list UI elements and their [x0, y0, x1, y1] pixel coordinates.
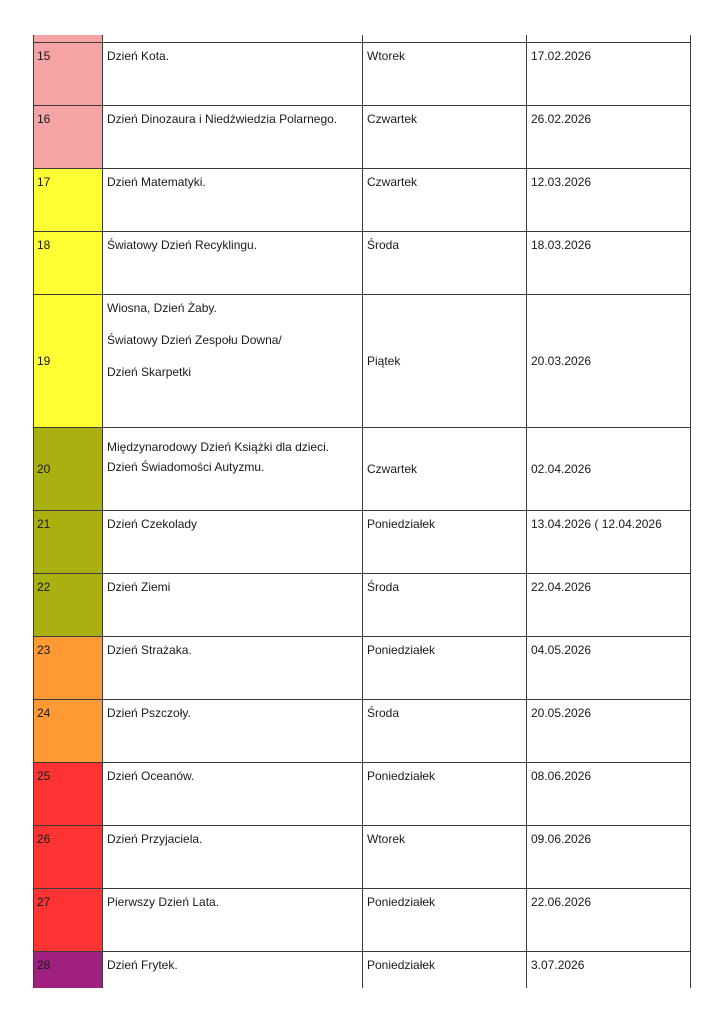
table-row-continuation	[34, 35, 691, 43]
table-row	[34, 889, 691, 952]
event-name-line: Dzień Dinozaura i Niedźwiedzia Polarnego.	[107, 112, 338, 126]
event-name-cell	[103, 637, 363, 700]
event-name-cell	[103, 428, 363, 511]
table-row	[34, 700, 691, 763]
event-name-line: Światowy Dzień Zespołu Downa/	[107, 333, 282, 347]
event-name-cell	[103, 232, 363, 295]
events-table-body	[34, 35, 691, 988]
date-cell: 02.04.2026	[527, 428, 691, 511]
date-cell: 26.02.2026	[527, 106, 691, 169]
weekday-cell: Środa	[363, 232, 527, 295]
event-name-cell	[103, 106, 363, 169]
row-number-cell: 19	[34, 295, 103, 428]
date-cell: 22.04.2026	[527, 574, 691, 637]
event-name-line: Dzień Oceanów.	[107, 769, 195, 783]
event-name-cell	[103, 511, 363, 574]
row-number-cell: 23	[34, 637, 103, 700]
table-row	[34, 232, 691, 295]
continuation-cell	[527, 35, 691, 43]
weekday-cell: Środa	[363, 700, 527, 763]
row-number-cell: 27	[34, 889, 103, 952]
row-number-cell: 18	[34, 232, 103, 295]
row-number-cell: 21	[34, 511, 103, 574]
row-number-cell: 20	[34, 428, 103, 511]
weekday-cell: Czwartek	[363, 428, 527, 511]
event-name-cell	[103, 574, 363, 637]
table-row	[34, 295, 691, 428]
event-name-line: Światowy Dzień Recyklingu.	[107, 238, 258, 252]
table-row	[34, 428, 691, 511]
event-name-line: Dzień Czekolady	[107, 517, 198, 531]
date-cell: 08.06.2026	[527, 763, 691, 826]
event-name-line: Dzień Pszczoły.	[107, 706, 191, 720]
row-number-cell: 16	[34, 106, 103, 169]
event-name-cell	[103, 763, 363, 826]
weekday-cell: Piątek	[363, 295, 527, 428]
continuation-color-cell	[34, 35, 103, 43]
event-name-cell	[103, 952, 363, 988]
weekday-cell: Czwartek	[363, 169, 527, 232]
event-name-line: Dzień Frytek.	[107, 958, 178, 972]
event-name-line: Dzień Strażaka.	[107, 643, 192, 657]
row-number-cell: 25	[34, 763, 103, 826]
event-name-line: Dzień Kota.	[107, 49, 170, 63]
date-cell: 3.07.2026	[527, 952, 691, 988]
event-name-line: Dzień Matematyki.	[107, 175, 206, 189]
weekday-cell: Środa	[363, 574, 527, 637]
table-row	[34, 826, 691, 889]
event-name-cell	[103, 43, 363, 106]
table-row	[34, 169, 691, 232]
events-table	[33, 35, 691, 988]
weekday-cell: Poniedziałek	[363, 511, 527, 574]
event-name-line: Wiosna, Dzień Żaby.	[107, 301, 217, 315]
date-cell: 18.03.2026	[527, 232, 691, 295]
event-name-line: Dzień Ziemi	[107, 580, 171, 594]
date-cell: 12.03.2026	[527, 169, 691, 232]
event-name-cell	[103, 826, 363, 889]
date-cell: 22.06.2026	[527, 889, 691, 952]
weekday-cell: Czwartek	[363, 106, 527, 169]
event-name-line: Międzynarodowy Dzień Książki dla dzieci.	[107, 440, 330, 454]
event-name-line: Dzień Przyjaciela.	[107, 832, 203, 846]
row-number-cell: 22	[34, 574, 103, 637]
date-cell: 13.04.2026 ( 12.04.2026	[527, 511, 691, 574]
date-cell: 20.05.2026	[527, 700, 691, 763]
weekday-cell: Poniedziałek	[363, 763, 527, 826]
weekday-cell: Poniedziałek	[363, 637, 527, 700]
row-number-cell: 17	[34, 169, 103, 232]
date-cell: 09.06.2026	[527, 826, 691, 889]
table-row	[34, 511, 691, 574]
event-name-cell	[103, 700, 363, 763]
event-name-cell	[103, 169, 363, 232]
weekday-cell: Poniedziałek	[363, 952, 527, 988]
event-name-line: Dzień Skarpetki	[107, 365, 192, 379]
weekday-cell: Wtorek	[363, 43, 527, 106]
table-row	[34, 763, 691, 826]
row-number-cell: 28	[34, 952, 103, 988]
table-row	[34, 574, 691, 637]
continuation-cell	[103, 35, 363, 43]
table-row	[34, 952, 691, 988]
weekday-cell: Wtorek	[363, 826, 527, 889]
row-number-cell: 15	[34, 43, 103, 106]
row-number-cell: 24	[34, 700, 103, 763]
date-cell: 20.03.2026	[527, 295, 691, 428]
table-row	[34, 637, 691, 700]
date-cell: 17.02.2026	[527, 43, 691, 106]
weekday-cell: Poniedziałek	[363, 889, 527, 952]
event-name-cell	[103, 295, 363, 428]
table-row	[34, 106, 691, 169]
row-number-cell: 26	[34, 826, 103, 889]
table-row	[34, 43, 691, 106]
event-name-line: Dzień Świadomości Autyzmu.	[107, 460, 265, 474]
event-name-cell	[103, 889, 363, 952]
date-cell: 04.05.2026	[527, 637, 691, 700]
event-name-line: Pierwszy Dzień Lata.	[107, 895, 220, 909]
continuation-cell	[363, 35, 527, 43]
